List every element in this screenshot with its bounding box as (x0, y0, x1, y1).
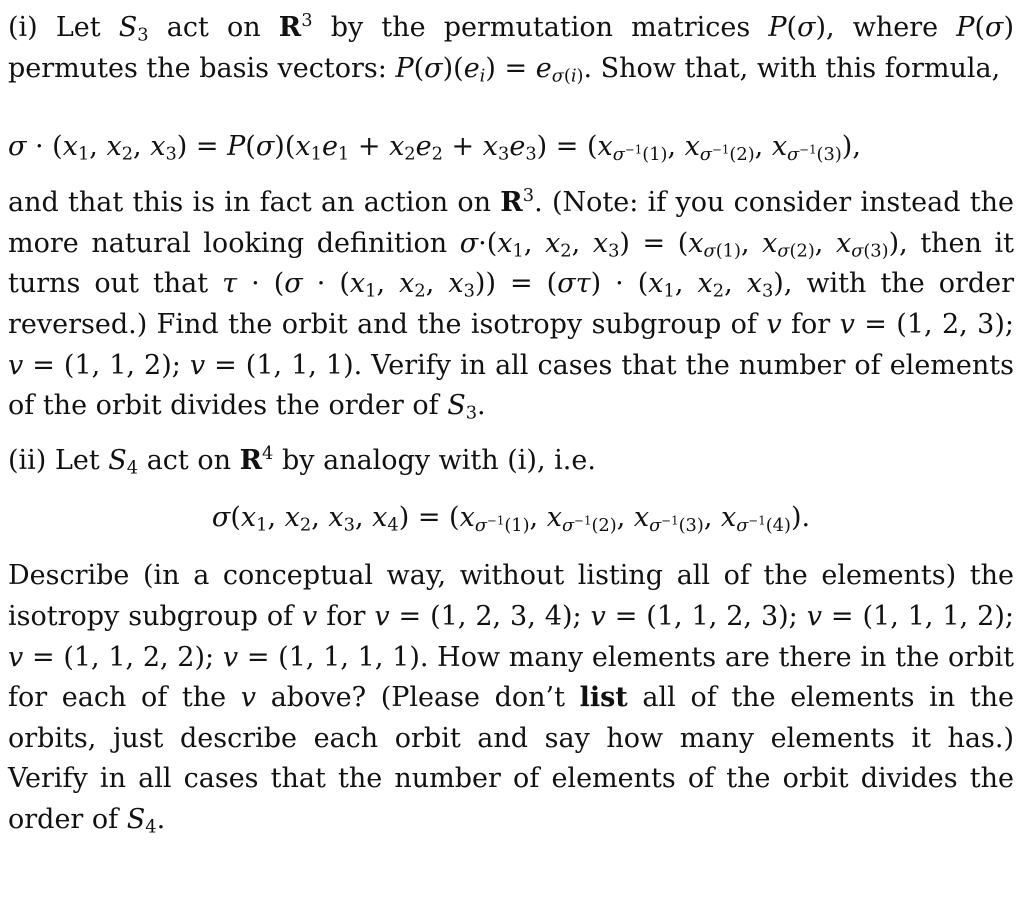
part2-intro: (ii) Let $S_4$ act on $R^4$ by analogy with (i), i.e. (8, 442, 596, 479)
part2-body: Describe (in a conceptual way, without listing all of the elements) the isotropy subgroup of v for v = (1, 2, 3, 4); v = (1, 1, 2, 3); v = (1, 1, 1, 2); v = (1, 1, 2, 2); v = (1, 1, 1, 1). How many elements are there in the orbit for each of the v above? (Please don’t list all of the elements in the orbits, just describe each orbit and say how many elements it has.) Verify in all cases that the number of elements of the orbit divides the order of $S_4$. (8, 560, 1014, 838)
part1-action-formula: $\sigma \cdot (x_1$, $x_2$, $x_3) = P(\sigma)(x_1e_1 + x_2e_2 + x_3e_3) = (x_{\sigma^{-1}(1)}$, $x_{\sigma^{-1}(2)}$, $x_{\sigma^{-1}(3)}$), (8, 131, 861, 165)
part1-intro: (i) Let $S_3$ act on $R^3$ by the permutation matrices P(σ), where P(σ) permutes the basis vectors: $P(\sigma)(e_i) = e_{\sigma(i)}$. Show that, with this formula, (8, 10, 1014, 87)
part2-action-formula: $\sigma(x_1$, $x_2$, $x_3$, $x_4) = (x_{\sigma^{-1}(1)}$, $x_{\sigma^{-1}(2)}$, $x_{\sigma^{-1}(3)}$, $x_{\sigma^{-1}(4)}$). (211, 502, 811, 536)
part1-body: and that this is in fact an action on $R^3$. (Note: if you consider instead the more natural looking definition $\sigma\cdot(x_1$, $x_2$, $x_3) = (x_{\sigma(1)}$, $x_{\sigma(2)}$, $x_{\sigma(3)}$), then it turns out that $\tau \cdot (\sigma \cdot (x_1$, $x_2$, $x_3)) = (\sigma\tau) \cdot (x_1$, $x_2$, $x_3$), with the order reversed.) Find the orbit and the isotropy subgroup of v for v = (1, 2, 3); v = (1, 1, 2); v = (1, 1, 1). Verify in all cases that the number of elements of the orbit divides the order of $S_3$. (8, 185, 1015, 424)
emphasis-list: list (579, 682, 628, 714)
